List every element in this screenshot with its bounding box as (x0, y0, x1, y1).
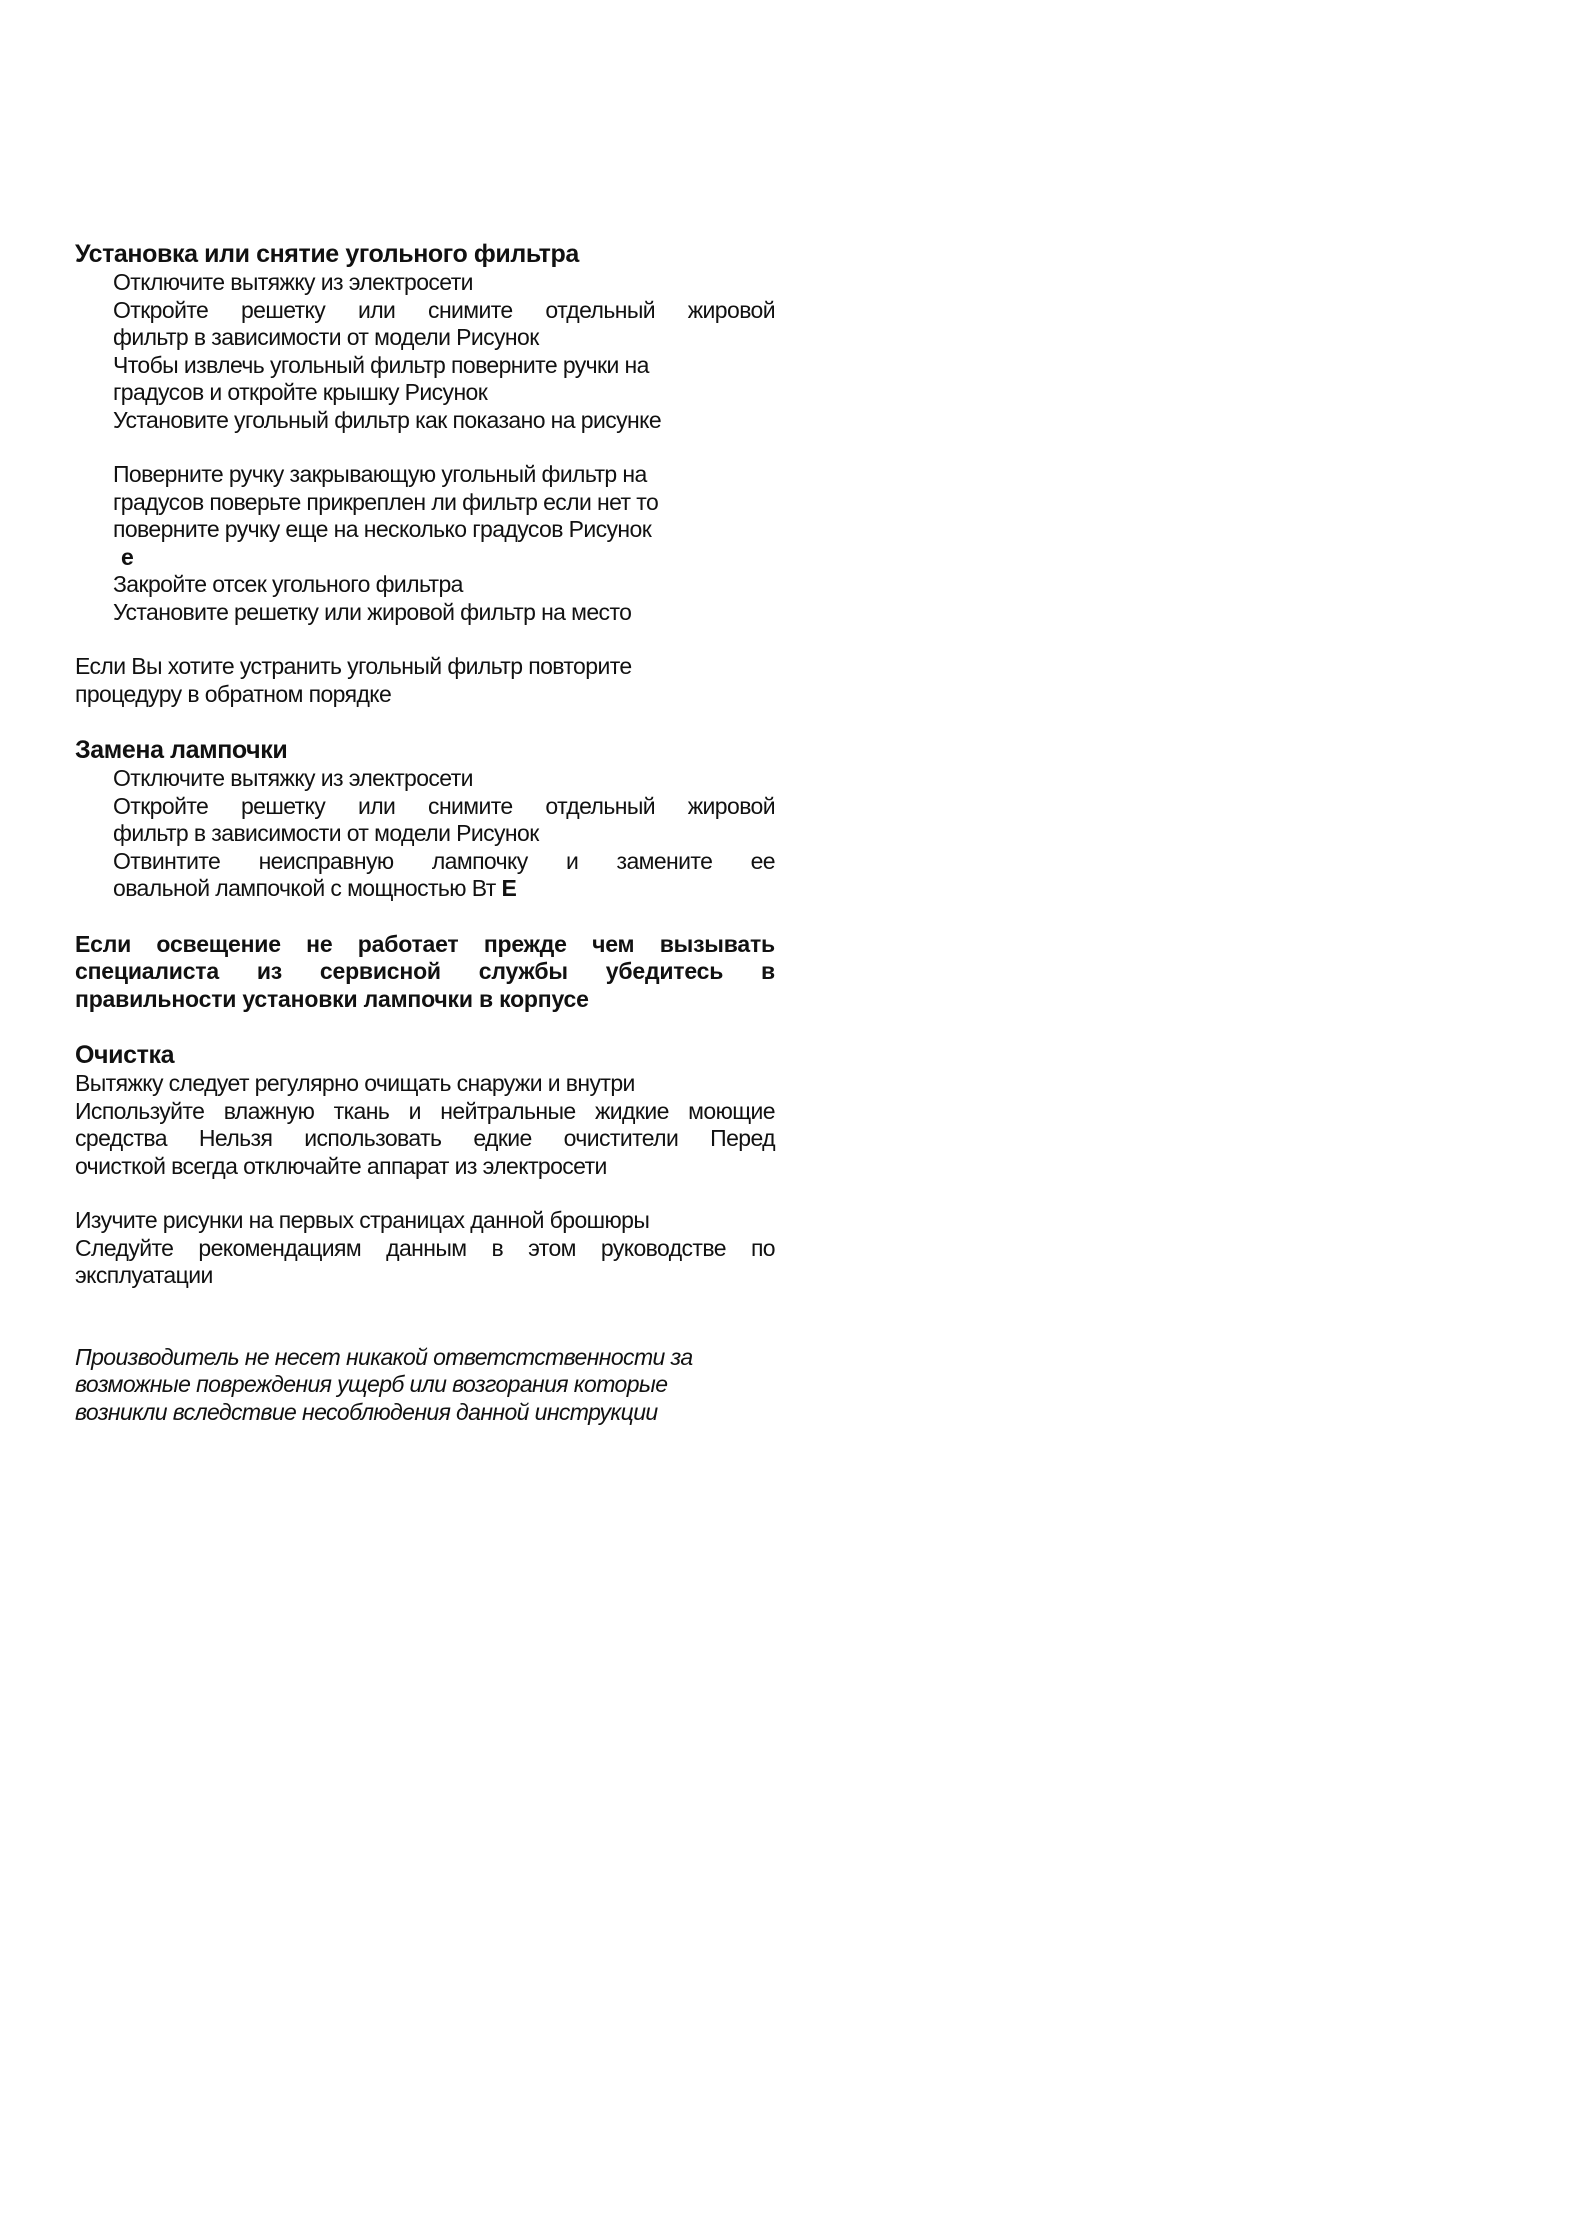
figure-letter: e (121, 543, 134, 570)
step-line: Установите решетку или жировой фильтр на место (113, 598, 632, 625)
paragraph-line: Следуйте рекомендациям данным в этом руководстве по (75, 1234, 775, 1261)
disclaimer-line: Производитель не несет никакой ответстственности за (75, 1343, 693, 1370)
paragraph-line: очисткой всегда отключайте аппарат из электросети (75, 1152, 607, 1179)
step-line: фильтр в зависимости от модели Рисунок (113, 324, 539, 350)
step-line: Закройте отсек угольного фильтра (113, 571, 463, 597)
step-line: Установите угольный фильтр как показано на рисунке (113, 406, 662, 433)
step-line: Чтобы извлечь угольный фильтр поверните ручки на (113, 351, 649, 378)
lamp-power-text: овальной лампочкой с мощностью Вт (113, 875, 496, 901)
step-line: Откройте решетку или снимите отдельный жировой (113, 792, 775, 819)
step-line: фильтр в зависимости от модели Рисунок (113, 820, 539, 846)
warning-line: Если освещение не работает прежде чем вызывать (75, 930, 775, 957)
paragraph-line: Вытяжку следует регулярно очищать снаружи и внутри (75, 1070, 635, 1096)
section-heading-carbon-filter: Установка или снятие угольного фильтра (75, 240, 579, 268)
disclaimer-line: возможные повреждения ущерб или возгорания которые (75, 1371, 668, 1397)
warning-line: специалиста из сервисной службы убедитесь в (75, 958, 775, 984)
paragraph-line: Используйте влажную ткань и нейтральные жидкие моющие (75, 1097, 775, 1124)
paragraph-line: средства Нельзя использовать едкие очистители Перед (75, 1125, 775, 1151)
figure-letter: E (501, 875, 517, 901)
paragraph-line: Изучите рисунки на первых страницах данной брошюры (75, 1207, 650, 1233)
step-line: Откройте решетку или снимите отдельный жировой (113, 296, 775, 323)
instruction-page (75, 240, 775, 1426)
section-heading-cleaning: Очистка (75, 1041, 175, 1069)
step-line: Отключите вытяжку из электросети (113, 269, 473, 295)
paragraph-line: эксплуатации (75, 1262, 213, 1288)
disclaimer-line: возникли вследствие несоблюдения данной инструкции (75, 1398, 658, 1425)
step-line: поверните ручку еще на несколько градусов Рисунок (113, 516, 652, 542)
paragraph-line: Если Вы хотите устранить угольный фильтр повторите (75, 653, 632, 679)
step-line: Отвинтите неисправную лампочку и замените ее (113, 847, 775, 874)
step-line (75, 875, 775, 903)
paragraph-line: процедуру в обратном порядке (75, 680, 392, 707)
warning-line: правильности установки лампочки в корпусе (75, 985, 589, 1012)
step-line: градусов и откройте крышку Рисунок (113, 379, 488, 405)
step-line: градусов поверьте прикреплен ли фильтр если нет то (113, 488, 659, 515)
section-heading-lamp: Замена лампочки (75, 736, 288, 764)
step-line: Поверните ручку закрывающую угольный фильтр на (113, 461, 647, 487)
step-line: Отключите вытяжку из электросети (113, 765, 473, 791)
